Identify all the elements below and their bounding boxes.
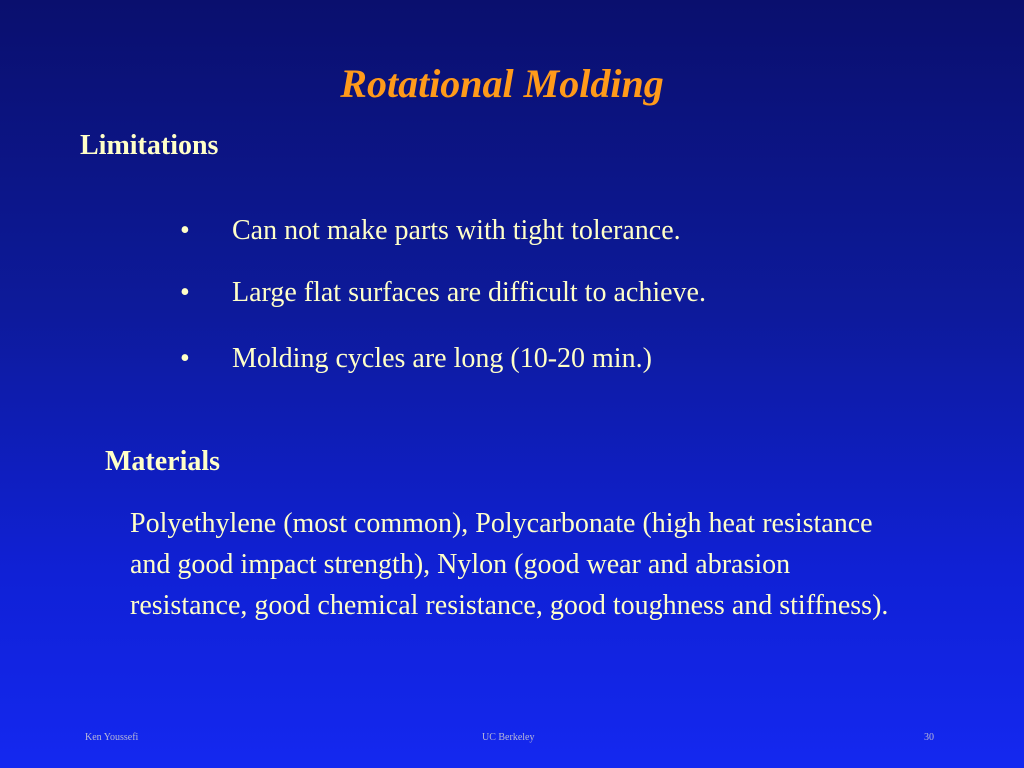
limitations-list bbox=[180, 213, 706, 377]
footer-author: Ken Youssefi bbox=[85, 732, 139, 743]
list-item-text: Molding cycles are long (10-20 min.) bbox=[232, 343, 652, 374]
slide-number: 30 bbox=[924, 732, 934, 743]
list-item-text: Large flat surfaces are difficult to achieve. bbox=[232, 277, 706, 308]
materials-heading: Materials bbox=[105, 446, 221, 477]
bullet-icon: • bbox=[180, 277, 190, 308]
slide-title: Rotational Molding bbox=[340, 61, 664, 106]
list-item-text: Can not make parts with tight tolerance. bbox=[232, 215, 681, 246]
footer-institution: UC Berkeley bbox=[482, 732, 535, 743]
limitations-heading: Limitations bbox=[80, 130, 219, 161]
list-item bbox=[180, 275, 706, 311]
bullet-icon: • bbox=[180, 343, 190, 374]
bullet-icon: • bbox=[180, 215, 190, 246]
materials-paragraph: Polyethylene (most common), Polycarbonate (high heat resistance and good impact strength), Nylon (good wear and abrasion resistance, good chemical resistance, good toughness and stiffness). bbox=[130, 508, 889, 621]
list-item bbox=[180, 341, 706, 377]
list-item bbox=[180, 213, 706, 249]
